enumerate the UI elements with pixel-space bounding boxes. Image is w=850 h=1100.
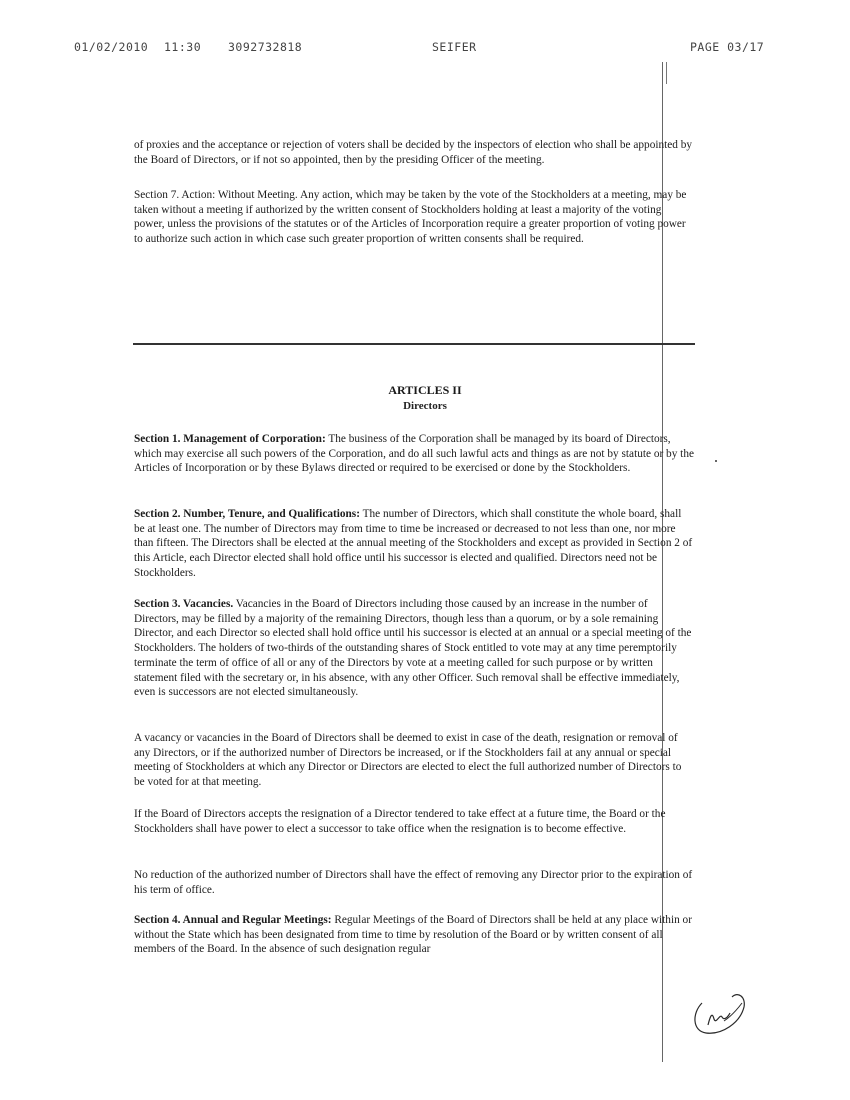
resignation-text: If the Board of Directors accepts the resignation of a Director tendered to take effect at a future time, the Board or the Stockholders shall have power to elect a successor to take office when the resignation is to become effective. [134, 808, 666, 835]
resignation-paragraph [134, 807, 694, 836]
reduction-paragraph [134, 868, 694, 897]
proxies-paragraph [134, 138, 694, 167]
section-7-text: Section 7. Action: Without Meeting. Any action, which may be taken by the vote of the Stockholders at a meeting, may be taken without a meeting if authorized by the written consent of Stockholders holding at least a majority of the voting power, unless the provisions of the statutes or of the Articles of Incorporation require a greater proportion of voting power to authorize such action in which case such greater proportion of written consents shall be required. [134, 189, 687, 246]
fax-phone: 3092732818 [228, 40, 303, 54]
section-4-heading: Section 4. Annual and Regular Meetings: [134, 914, 332, 926]
section-3-heading: Section 3. Vacancies. [134, 598, 234, 610]
reduction-text: No reduction of the authorized number of Directors shall have the effect of removing any Director prior to the expiration of his term of office. [134, 869, 693, 896]
section-1-heading: Section 1. Management of Corporation: [134, 433, 326, 445]
vacancy-paragraph [134, 731, 694, 790]
article-title: ARTICLES II [388, 383, 462, 397]
section-3-body: Vacancies in the Board of Directors including those caused by an increase in the number of Directors, may be filled by a majority of the remaining Directors, though less than a quorum, or by a sole remaining Director, and each Director so elected shall hold office until his successor is elected at an annual or a special meeting of the Stockholders. The holders of two-thirds of the outstanding shares of Stock entitled to vote may at any time peremptorily terminate the term of office of all or any of the Directors by vote at a meeting called for such purpose or by written statement filed with the secretary or, in his absence, with any other Officer. Such removal shall be effective immediately, even is successors are not elected simultaneously. [134, 598, 692, 699]
section-3 [134, 597, 694, 700]
fax-time: 11:30 [164, 40, 202, 54]
section-2 [134, 507, 694, 581]
fax-header [0, 40, 850, 56]
section-1 [134, 432, 694, 476]
fax-sender: SEIFER [432, 40, 477, 54]
handwritten-initials [688, 983, 748, 1039]
proxies-text: of proxies and the acceptance or rejection of voters shall be decided by the inspectors of election who shall be appointed by the Board of Directors, or if not so appointed, then by the presiding Officer of the meeting. [134, 139, 693, 166]
section-1-body: The business of the Corporation shall be managed by its board of Directors, which may exercise all such powers of the Corporation, and do all such lawful acts and things as are not by statute or by the Articles of Incorporation or by these Bylaws directed or required to be exercised or done by the Stockholders. [134, 433, 694, 475]
section-2-body: The number of Directors, which shall constitute the whole board, shall be at least one. The number of Directors may from time to time be increased or decreased to not less than one, nor more than fifteen. The Directors shall be elected at the annual meeting of the Stockholders and except as provided in Section 2 of this Article, each Director elected shall hold office until his successor is elected and qualified. Directors need not be Stockholders. [134, 508, 693, 579]
section-divider [133, 343, 695, 345]
scan-speck [715, 460, 717, 462]
scan-vertical-line-top [666, 62, 667, 84]
fax-page-number: PAGE 03/17 [690, 40, 765, 54]
section-2-heading: Section 2. Number, Tenure, and Qualifications: [134, 508, 360, 520]
section-7 [134, 188, 694, 247]
fax-date: 01/02/2010 [74, 40, 149, 54]
article-subtitle: Directors [403, 400, 447, 412]
section-4-body: Regular Meetings of the Board of Directors shall be held at any place within or without the State which has been designated from time to time by resolution of the Board or by written consent of all members of the Board. In the absence of such designation regular [134, 914, 692, 956]
vacancy-text: A vacancy or vacancies in the Board of Directors shall be deemed to exist in case of the death, resignation or removal of any Directors, or if the authorized number of Directors be increased, or if the Stockholders fail at any annual or special meeting of Stockholders at which any Director or Directors are elected to elect the full authorized number of Directors to be voted for at that meeting. [134, 732, 682, 789]
section-4 [134, 913, 694, 957]
